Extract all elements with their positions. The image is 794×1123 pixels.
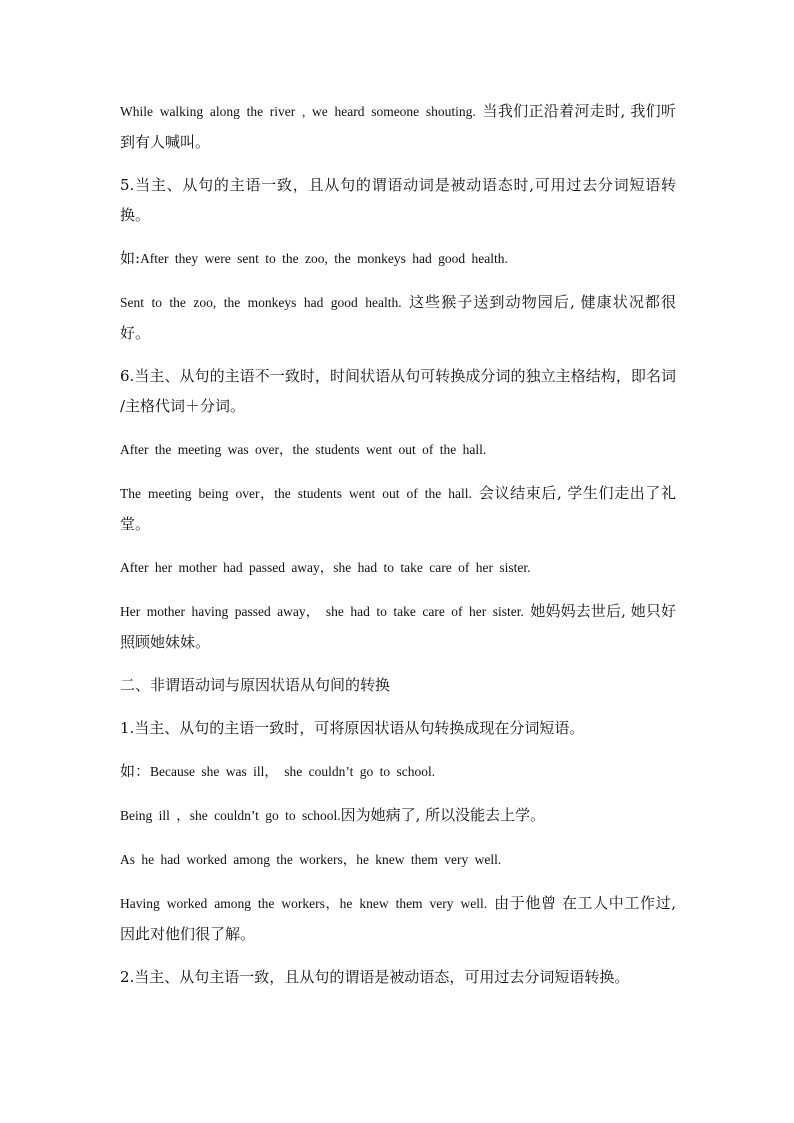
english-text: As he had worked among the workers，he knew them very well. [120,852,502,867]
paragraph-16 [120,962,676,992]
chinese-text: 她妈妈去世后, 她只好照顾她妹妹。 [120,602,676,651]
paragraph-9 [120,596,676,657]
chinese-text: 2.当主、从句主语一致，且从句的谓语是被动语态，可用过去分词短语转换。 [120,968,630,986]
paragraph-8 [120,552,676,583]
paragraph-11 [120,713,676,743]
english-text: The meeting being over，the students went out of the hall. [120,486,479,501]
english-text: Her mother having passed away， she had to take care of her sister. [120,604,531,619]
chinese-text: 1.当主、从句的主语一致时，可将原因状语从句转换成现在分词短语。 [120,719,585,737]
english-text: After they were sent to the zoo, the monkeys had good health. [140,251,508,266]
chinese-text: 会议结束后, 学生们走出了礼堂。 [120,484,676,533]
chinese-text: 二、非谓语动词与原因状语从句间的转换 [120,676,391,694]
paragraph-5 [120,361,676,421]
chinese-prefix: 如: [120,249,141,267]
paragraph-7 [120,478,676,539]
english-text: After the meeting was over，the students went out of the hall. [120,442,487,457]
chinese-text: 5.当主、从句的主语一致，且从句的谓语动词是被动语态时,可用过去分词短语转换。 [120,176,676,224]
chinese-text: 由于他曾 在工人中工作过, 因此对他们很了解。 [120,894,676,943]
english-text: Because she was ill， she couldn’t go to school. [150,764,436,779]
english-text: Being ill ，she couldn’t go to school. [120,808,341,823]
paragraph-1 [120,96,676,157]
paragraph-12 [120,756,676,787]
paragraph-6 [120,434,676,465]
paragraph-15 [120,888,676,949]
paragraph-3 [120,243,676,274]
chinese-text: 6.当主、从句的主语不一致时，时间状语从句可转换成分词的独立主格结构，即名词 /主格代词＋分词。 [120,367,676,415]
chinese-text: 当我们正沿着河走时, 我们听到有人喊叫。 [120,102,676,151]
english-text: Sent to the zoo, the monkeys had good health. [120,295,410,310]
paragraph-14 [120,844,676,875]
paragraph-2 [120,170,676,230]
english-text: After her mother had passed away，she had to take care of her sister. [120,560,531,575]
english-text: Having worked among the workers，he knew them very well. [120,896,495,911]
chinese-prefix: 如： [120,762,151,780]
paragraph-4 [120,287,676,348]
chinese-text: 这些猴子送到动物园后, 健康状况都很好。 [120,293,676,342]
document-page [120,96,676,1005]
section-heading [120,670,676,700]
chinese-text: 因为她病了, 所以没能去上学。 [340,806,546,824]
english-text: While walking along the river , we heard someone shouting. [120,104,483,119]
paragraph-13 [120,800,676,831]
